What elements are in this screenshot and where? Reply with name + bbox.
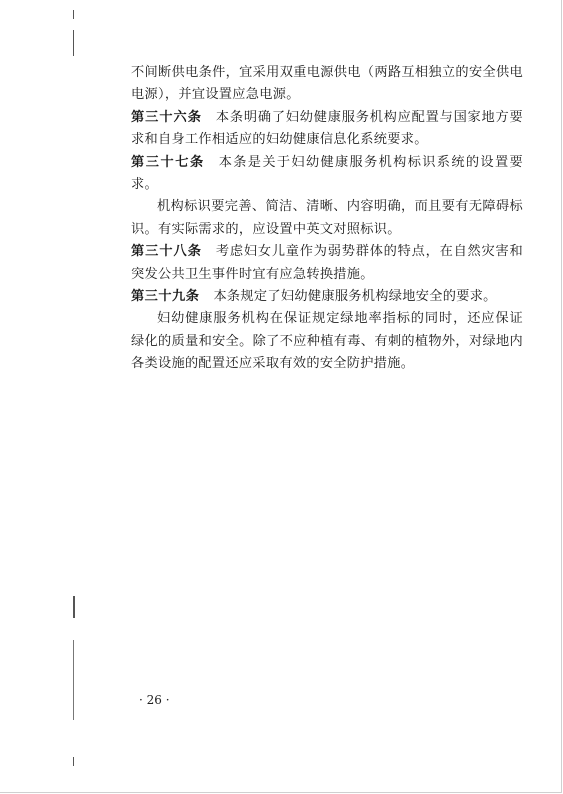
text-line: 机构标识要完善、简洁、清晰、内容明确，而且要有无障碍标 bbox=[157, 199, 523, 215]
paragraph-continuation bbox=[131, 62, 523, 107]
text-line bbox=[131, 241, 523, 263]
text-line: 求。 bbox=[131, 176, 158, 192]
binding-mark bbox=[73, 10, 74, 19]
article-heading: 第三十九条 bbox=[131, 288, 200, 304]
text-line: 妇幼健康服务机构在保证规定绿地率指标的同时，还应保证 bbox=[157, 311, 523, 327]
article-heading: 第三十七条 bbox=[131, 154, 205, 170]
article-36 bbox=[131, 107, 523, 152]
text-line: 绿化的质量和安全。除了不应种植有毒、有刺的植物外，对绿地内 bbox=[131, 333, 523, 349]
article-38 bbox=[131, 241, 523, 286]
article-text: 本条明确了妇幼健康服务机构应配置与国家地方要 bbox=[215, 109, 523, 125]
text-line bbox=[131, 286, 523, 308]
article-text: 考虑妇女儿童作为弱势群体的特点，在自然灾害和 bbox=[215, 244, 523, 260]
article-heading: 第三十八条 bbox=[131, 244, 202, 260]
text-line: 各类设施的配置还应采取有效的安全防护措施。 bbox=[131, 356, 415, 372]
text-line bbox=[131, 107, 523, 129]
paragraph-signage bbox=[131, 196, 523, 241]
text-line bbox=[131, 152, 523, 174]
binding-mark bbox=[73, 30, 74, 56]
page-number: · 26 · bbox=[139, 693, 170, 707]
document-body bbox=[131, 62, 523, 375]
article-text: 本条是关于妇幼健康服务机构标识系统的设置要 bbox=[218, 154, 523, 170]
article-text: 本条规定了妇幼健康服务机构绿地安全的要求。 bbox=[213, 288, 497, 304]
text-line: 不间断供电条件，宜采用双重电源供电（两路互相独立的安全供电 bbox=[131, 65, 523, 80]
article-heading: 第三十六条 bbox=[131, 109, 202, 125]
binding-mark bbox=[73, 640, 74, 720]
paragraph-greenery bbox=[131, 308, 523, 375]
text-line: 求和自身工作相适应的妇幼健康信息化系统要求。 bbox=[131, 132, 428, 148]
binding-mark bbox=[73, 757, 74, 766]
text-line: 突发公共卫生事件时宜有应急转换措施。 bbox=[131, 266, 374, 282]
text-line: 电源），并宜设置应急电源。 bbox=[131, 87, 300, 103]
article-39 bbox=[131, 286, 523, 308]
binding-mark bbox=[73, 596, 75, 618]
article-37 bbox=[131, 152, 523, 197]
text-line: 识。有实际需求的，应设置中英文对照标识。 bbox=[131, 221, 401, 237]
